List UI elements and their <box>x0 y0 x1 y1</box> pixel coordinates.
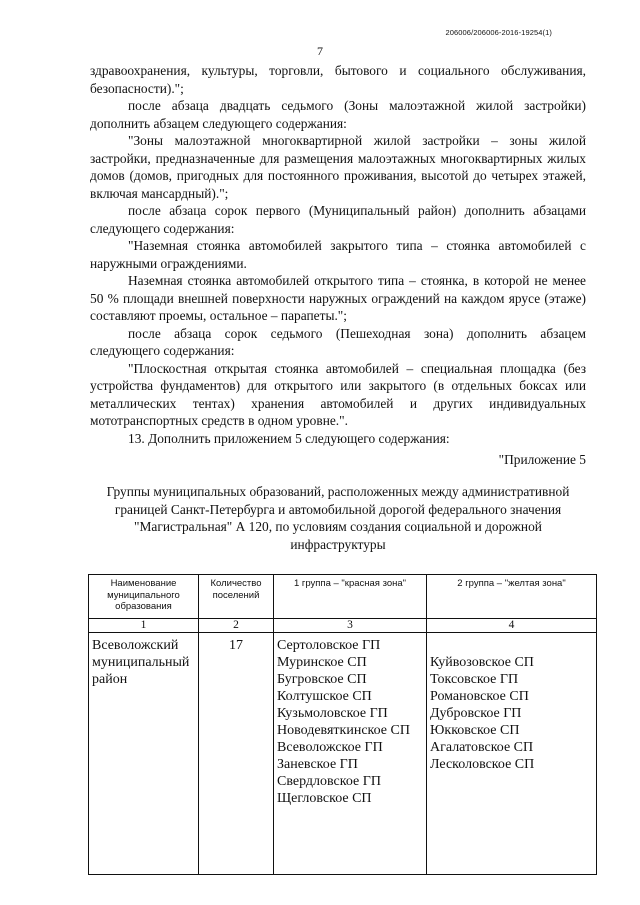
yellow-zone-list <box>427 633 597 875</box>
paragraph: здравоохранения, культуры, торговли, бытового и социального обслуживания, безопасности)."; <box>90 63 586 96</box>
document-body <box>90 62 586 469</box>
column-number: 1 <box>89 619 199 633</box>
red-zone-item: Всеволожское ГП <box>277 740 383 755</box>
yellow-zone-item: Куйвозовское СП <box>430 655 534 670</box>
header-red-zone: 1 группа – "красная зона" <box>274 575 427 619</box>
paragraph: "Плоскостная открытая стоянка автомобилей – специальная площадка (без устройства фундаментов) для открытого или закрытого (в отдельных боксах или металлических тентах) хранения автомобилей и других индивидуальных мототранспортных средств в одном уровне.". <box>90 360 586 428</box>
red-zone-item: Щегловское СП <box>277 791 372 806</box>
municipalities-table <box>88 574 597 875</box>
column-number: 3 <box>274 619 427 633</box>
yellow-zone-item: Дубровское ГП <box>430 706 522 721</box>
red-zone-list <box>274 633 427 875</box>
red-zone-item: Новодевяткинское СП <box>277 723 410 738</box>
table-header-row <box>89 575 597 619</box>
appendix-label: "Приложение 5 <box>498 452 586 467</box>
yellow-zone-item: Романовское СП <box>430 689 529 704</box>
column-number-row <box>89 619 597 633</box>
red-zone-item: Муринское СП <box>277 655 367 670</box>
red-zone-item: Бугровское СП <box>277 672 367 687</box>
paragraph: после абзаца сорок первого (Муниципальный район) дополнить абзацами следующего содержания: <box>90 203 586 236</box>
paragraph: после абзаца сорок седьмого (Пешеходная зона) дополнить абзацем следующего содержания: <box>90 325 586 358</box>
paragraph: "Наземная стоянка автомобилей закрытого типа – стоянка автомобилей с наружными ограждениями. <box>90 238 586 271</box>
red-zone-item: Заневское ГП <box>277 757 358 772</box>
table-title: Группы муниципальных образований, расположенных между административной границей Санкт-Петербурга и автомобильной дорогой федерального значения "Магистральная" А 120, по условиям создания социальной и дорожной инфраструктуры <box>106 484 570 552</box>
red-zone-item: Свердловское ГП <box>277 774 381 789</box>
column-number: 4 <box>427 619 597 633</box>
table-row <box>89 633 597 875</box>
yellow-zone-item: Лесколовское СП <box>430 757 535 772</box>
municipality-name: Всеволожский муниципальный район <box>89 633 199 875</box>
document-id: 206006/206006-2016-19254(1) <box>445 28 552 37</box>
paragraph: "Зоны малоэтажной многоквартирной жилой застройки – зоны жилой застройки, предназначенные для размещения малоэтажных многоквартирных жилых домов (домов, пригодных для постоянного проживания, высотой до четырех этажей, включая мансардный)."; <box>90 133 586 201</box>
red-zone-item: Сертоловское ГП <box>277 638 381 653</box>
header-count: Количество поселений <box>199 575 274 619</box>
header-yellow-zone: 2 группа – "желтая зона" <box>427 575 597 619</box>
yellow-zone-item: Токсовское ГП <box>430 672 519 687</box>
column-number: 2 <box>199 619 274 633</box>
yellow-zone-item: Агалатовское СП <box>430 740 534 755</box>
paragraph: Наземная стоянка автомобилей открытого типа – стоянка, в которой не менее 50 % площади внешней поверхности наружных ограждений на каждом ярусе (этаже) составляют проемы, остальное – парапеты."; <box>90 273 586 323</box>
red-zone-item: Кузьмоловское ГП <box>277 706 388 721</box>
paragraph: 13. Дополнить приложением 5 следующего содержания: <box>128 430 450 446</box>
red-zone-item: Колтушское СП <box>277 689 372 704</box>
paragraph: после абзаца двадцать седьмого (Зоны малоэтажной жилой застройки) дополнить абзацем следующего содержания: <box>90 98 586 131</box>
settlement-count: 17 <box>199 633 274 875</box>
page-number: 7 <box>317 44 323 58</box>
header-name: Наименование муниципального образования <box>89 575 199 619</box>
yellow-zone-item: Юкковское СП <box>430 723 520 738</box>
